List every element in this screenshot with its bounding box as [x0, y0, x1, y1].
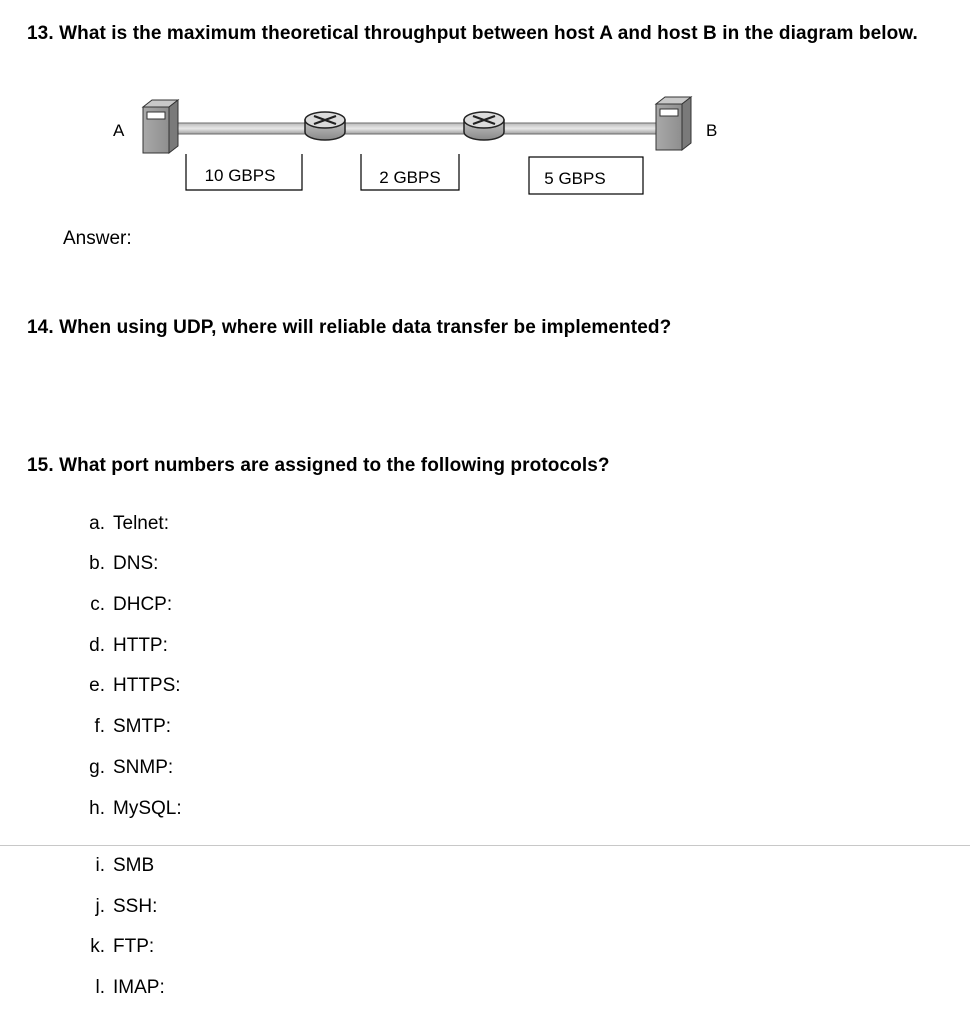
- list-marker: i.: [95, 855, 105, 876]
- list-marker: a.: [89, 513, 105, 534]
- link-3-speed: 5 GBPS: [544, 169, 606, 188]
- host-a-label: A: [113, 121, 125, 140]
- protocol-label: FTP:: [113, 936, 155, 957]
- list-marker: l.: [95, 977, 105, 998]
- protocol-label: SMTP:: [113, 716, 172, 737]
- link-cable: [172, 123, 662, 134]
- protocol-label: Telnet:: [113, 513, 169, 534]
- protocol-label: HTTP:: [113, 635, 168, 656]
- host-b-label: B: [706, 121, 718, 140]
- protocol-label: SMB: [113, 855, 155, 876]
- link-2-speed: 2 GBPS: [379, 168, 441, 187]
- host-b-server-icon: [656, 97, 691, 150]
- list-marker: c.: [90, 594, 105, 615]
- network-diagram: [0, 0, 970, 220]
- link-1-speed: 10 GBPS: [204, 166, 276, 185]
- protocol-label: SNMP:: [113, 757, 174, 778]
- protocol-label: DHCP:: [113, 594, 173, 615]
- host-a-server-icon: [143, 100, 178, 153]
- protocol-label: IMAP:: [113, 977, 165, 998]
- list-marker: d.: [89, 635, 105, 656]
- router-2-icon: [464, 112, 504, 140]
- list-marker: f.: [94, 716, 105, 737]
- question-15: 15. What port numbers are assigned to the following protocols?: [27, 455, 610, 476]
- page-divider: [0, 845, 970, 846]
- list-marker: h.: [89, 798, 105, 819]
- list-marker: k.: [90, 936, 105, 957]
- protocol-label: SSH:: [113, 896, 158, 917]
- question-13: 13. What is the maximum theoretical throughput between host A and host B in the diagram below.: [27, 23, 918, 44]
- question-14: 14. When using UDP, where will reliable data transfer be implemented?: [27, 317, 672, 338]
- list-marker: e.: [89, 675, 105, 696]
- router-1-icon: [305, 112, 345, 140]
- protocol-label: DNS:: [113, 553, 159, 574]
- answer-label: Answer:: [63, 228, 132, 249]
- protocol-label: MySQL:: [113, 798, 182, 819]
- list-marker: j.: [95, 896, 105, 917]
- protocol-label: HTTPS:: [113, 675, 181, 696]
- list-marker: g.: [89, 757, 105, 778]
- list-marker: b.: [89, 553, 105, 574]
